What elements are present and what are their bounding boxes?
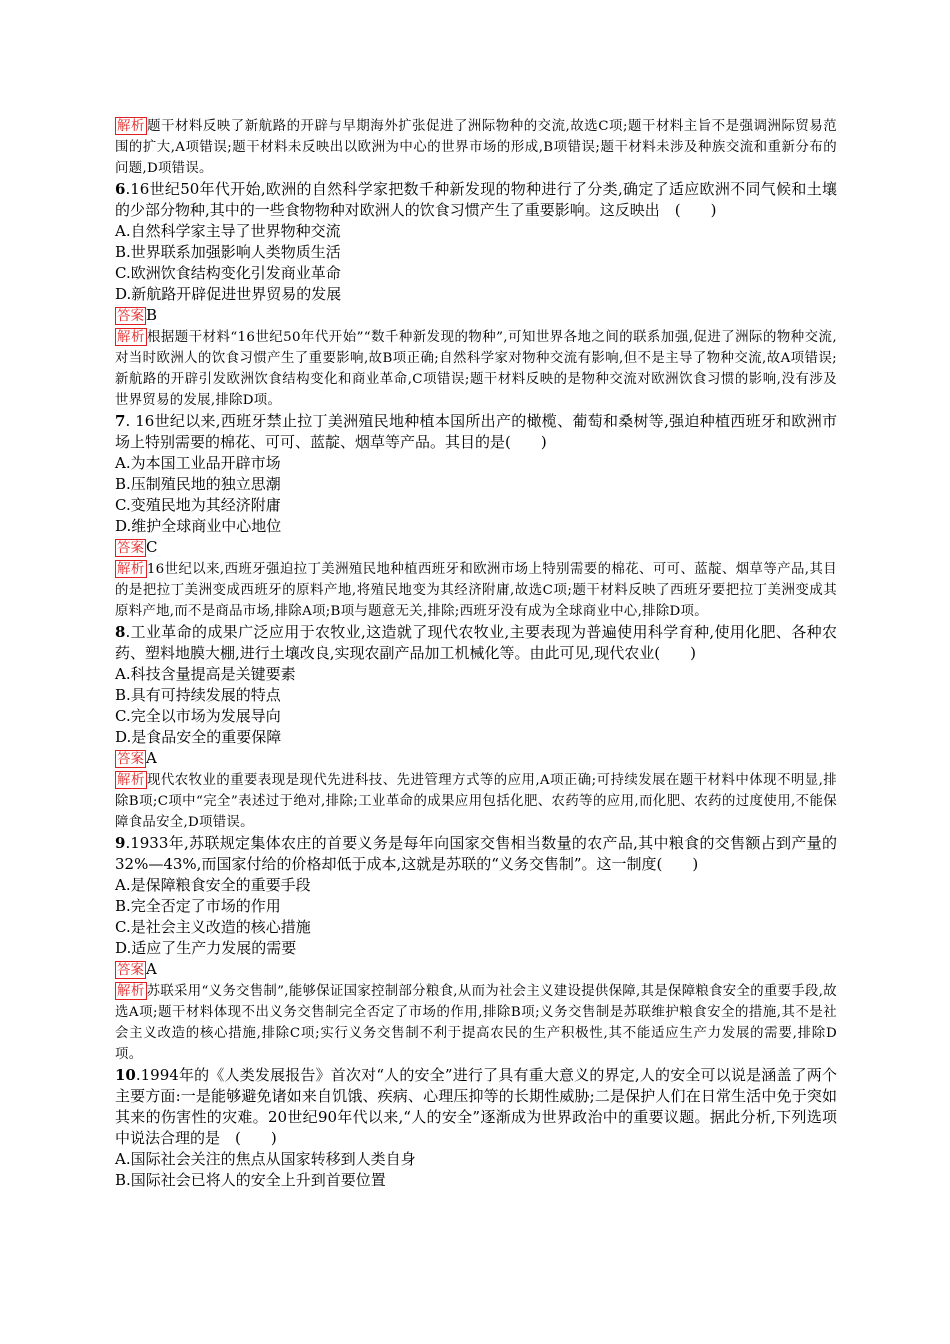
answer-tag: 答案 [117, 308, 144, 324]
option-letter: A. [115, 222, 131, 240]
option-d [115, 284, 837, 305]
option-letter: D. [115, 728, 132, 746]
option-d [115, 727, 837, 748]
question-number: 7 [115, 412, 126, 430]
option-text: 压制殖民地的独立思潮 [130, 475, 281, 493]
answer-line [115, 748, 837, 770]
option-letter: B. [115, 897, 131, 915]
analysis-tag: 解析 [117, 772, 145, 788]
stem-text: .16世纪50年代开始,欧洲的自然科学家把数千种新发现的物种进行了分类,确定了适应欧洲不同气候和土壤的少部分物种,其中的一些食物物种对欧洲人的饮食习惯产生了重要影响。这反映出 ( ) [115, 180, 837, 219]
analysis-tag: 解析 [117, 118, 146, 134]
option-letter: C. [115, 496, 131, 514]
question-6 [115, 179, 837, 411]
option-letter: D. [115, 517, 132, 535]
option-c [115, 706, 837, 727]
option-letter: C. [115, 707, 131, 725]
analysis-text: 根据题干材料“16世纪50年代开始”“数千种新发现的物种”,可知世界各地之间的联系加强,促进了洲际的物种交流,对当时欧洲人的饮食习惯产生了重要影响,故B项正确;自然科学家对物种交流有影响,但不是主导了物种交流,故A项错误;新航路的开辟引发欧洲饮食结构变化和商业革命,C项错误;题干材料反映的是物种交流对欧洲饮食习惯的影响,没有涉及世界贸易的发展,排除D项。 [115, 330, 837, 408]
option-text: 欧洲饮食结构变化引发商业革命 [130, 264, 341, 282]
option-letter: D. [115, 939, 132, 957]
question-stem [115, 1065, 837, 1149]
analysis-text: 苏联采用“义务交售制”,能够保证国家控制部分粮食,从而为社会主义建设提供保障,其是保障粮食安全的重要手段,故选A项;题干材料体现不出义务交售制完全否定了市场的作用,排除B项;义务交售制是苏联维护粮食安全的措施,其不是社会主义改造的核心措施,排除C项;实行义务交售制不利于提高农民的生产积极性,其不能适应生产力发展的需要,排除D项。 [115, 984, 837, 1062]
option-a [115, 875, 837, 896]
answer-value: A [146, 749, 157, 767]
analysis-paragraph [115, 981, 837, 1065]
option-b [115, 474, 837, 495]
analysis-paragraph [115, 327, 837, 411]
stem-text: . 16世纪以来,西班牙禁止拉丁美洲殖民地种植本国所出产的橄榄、葡萄和桑树等,强迫种植西班牙和欧洲市场上特别需要的棉花、可可、蓝靛、烟草等产品。其目的是( ) [115, 412, 837, 451]
option-text: 变殖民地为其经济附庸 [130, 496, 281, 514]
analysis-paragraph [115, 770, 837, 833]
question-10 [115, 1065, 837, 1191]
option-letter: C. [115, 264, 131, 282]
question-9 [115, 833, 837, 1065]
question-number: 8 [115, 623, 126, 641]
answer-value: B [146, 306, 158, 324]
option-letter: B. [115, 243, 131, 261]
answer-line [115, 959, 837, 981]
option-text: 科技含量提高是关键要素 [130, 665, 296, 683]
q5-analysis [115, 116, 837, 179]
option-text: 国际社会关注的焦点从国家转移到人类自身 [130, 1150, 416, 1168]
question-number: 6 [115, 180, 126, 198]
option-d [115, 938, 837, 959]
option-text: 是保障粮食安全的重要手段 [130, 876, 311, 894]
option-a [115, 453, 837, 474]
option-letter: B. [115, 475, 131, 493]
analysis-text: 16世纪以来,西班牙强迫拉丁美洲殖民地种植西班牙和欧洲市场上特别需要的棉花、可可、蓝靛、烟草等产品,其目的是把拉丁美洲变成西班牙的原料产地,将殖民地变为其经济附庸,故选C项;题干材料反映了西班牙要把拉丁美洲变成其原料产地,而不是商品市场,排除A项;B项与题意无关,排除;西班牙没有成为全球商业中心,排除D项。 [115, 562, 837, 619]
option-d [115, 516, 837, 537]
option-letter: A. [115, 876, 131, 894]
option-text: 国际社会已将人的安全上升到首要位置 [130, 1171, 386, 1189]
option-a [115, 664, 837, 685]
answer-line [115, 305, 837, 327]
option-a [115, 1149, 837, 1170]
analysis-text: 题干材料反映了新航路的开辟与早期海外扩张促进了洲际物种的交流,故选C项;题干材料主旨不是强调洲际贸易范围的扩大,A项错误;题干材料未反映出以欧洲为中心的世界市场的形成,B项错误;题干材料未涉及种族交流和重新分布的问题,D项错误。 [115, 119, 837, 176]
option-text: 维护全球商业中心地位 [131, 517, 282, 535]
option-letter: B. [115, 1171, 131, 1189]
analysis-tag: 解析 [117, 329, 146, 345]
question-7 [115, 411, 837, 622]
answer-tag: 答案 [117, 540, 144, 556]
option-c [115, 917, 837, 938]
analysis-paragraph [115, 559, 837, 622]
option-c [115, 495, 837, 516]
answer-tag: 答案 [117, 962, 144, 978]
option-letter: C. [115, 918, 131, 936]
option-b [115, 1170, 837, 1191]
stem-text: .1933年,苏联规定集体农庄的首要义务是每年向国家交售相当数量的农产品,其中粮食的交售额占到产量的32%—43%,而国家付给的价格却低于成本,这就是苏联的“义务交售制”。这一制度( ) [115, 834, 837, 873]
option-text: 适应了生产力发展的需要 [131, 939, 297, 957]
option-c [115, 263, 837, 284]
stem-text: .1994年的《人类发展报告》首次对“人的安全”进行了具有重大意义的界定,人的安全可以说是涵盖了两个主要方面:一是能够避免诸如来自饥饿、疾病、心理压抑等的长期性威胁;二是保护人们在日常生活中免于突如其来的伤害性的灾难。20世纪90年代以来,“人的安全”逐渐成为世界政治中的重要议题。据此分析,下列选项中说法合理的是 ( ) [115, 1066, 837, 1147]
answer-value: A [146, 960, 157, 978]
option-letter: D. [115, 285, 132, 303]
option-a [115, 221, 837, 242]
analysis-tag: 解析 [117, 983, 145, 999]
option-text: 世界联系加强影响人类物质生活 [130, 243, 341, 261]
stem-text: .工业革命的成果广泛应用于农牧业,这造就了现代农牧业,主要表现为普遍使用科学育种,使用化肥、各种农药、塑料地膜大棚,进行土壤改良,实现农副产品加工机械化等。由此可见,现代农业( ) [115, 623, 837, 662]
analysis-tag: 解析 [117, 561, 145, 577]
option-letter: A. [115, 665, 131, 683]
option-text: 新航路开辟促进世界贸易的发展 [131, 285, 342, 303]
option-text: 自然科学家主导了世界物种交流 [130, 222, 341, 240]
option-b [115, 896, 837, 917]
question-stem [115, 833, 837, 875]
option-letter: B. [115, 686, 131, 704]
option-text: 是食品安全的重要保障 [131, 728, 282, 746]
option-b [115, 685, 837, 706]
answer-value: C [146, 538, 158, 556]
option-text: 是社会主义改造的核心措施 [130, 918, 311, 936]
question-number: 9 [115, 834, 126, 852]
option-letter: A. [115, 454, 131, 472]
option-text: 完全否定了市场的作用 [130, 897, 281, 915]
question-number: 10 [115, 1066, 136, 1084]
question-stem [115, 179, 837, 221]
option-text: 完全以市场为发展导向 [130, 707, 281, 725]
analysis-text: 现代农牧业的重要表现是现代先进科技、先进管理方式等的应用,A项正确;可持续发展在题干材料中体现不明显,排除B项;C项中“完全”表述过于绝对,排除;工业革命的成果应用包括化肥、农药等的应用,而化肥、农药的过度使用,不能保障食品安全,D项错误。 [115, 773, 837, 830]
question-stem [115, 411, 837, 453]
answer-tag: 答案 [117, 751, 144, 767]
option-text: 为本国工业品开辟市场 [130, 454, 281, 472]
question-8 [115, 622, 837, 833]
document-body [115, 116, 837, 1191]
question-stem [115, 622, 837, 664]
option-b [115, 242, 837, 263]
option-letter: A. [115, 1150, 131, 1168]
option-text: 具有可持续发展的特点 [130, 686, 281, 704]
answer-line [115, 537, 837, 559]
